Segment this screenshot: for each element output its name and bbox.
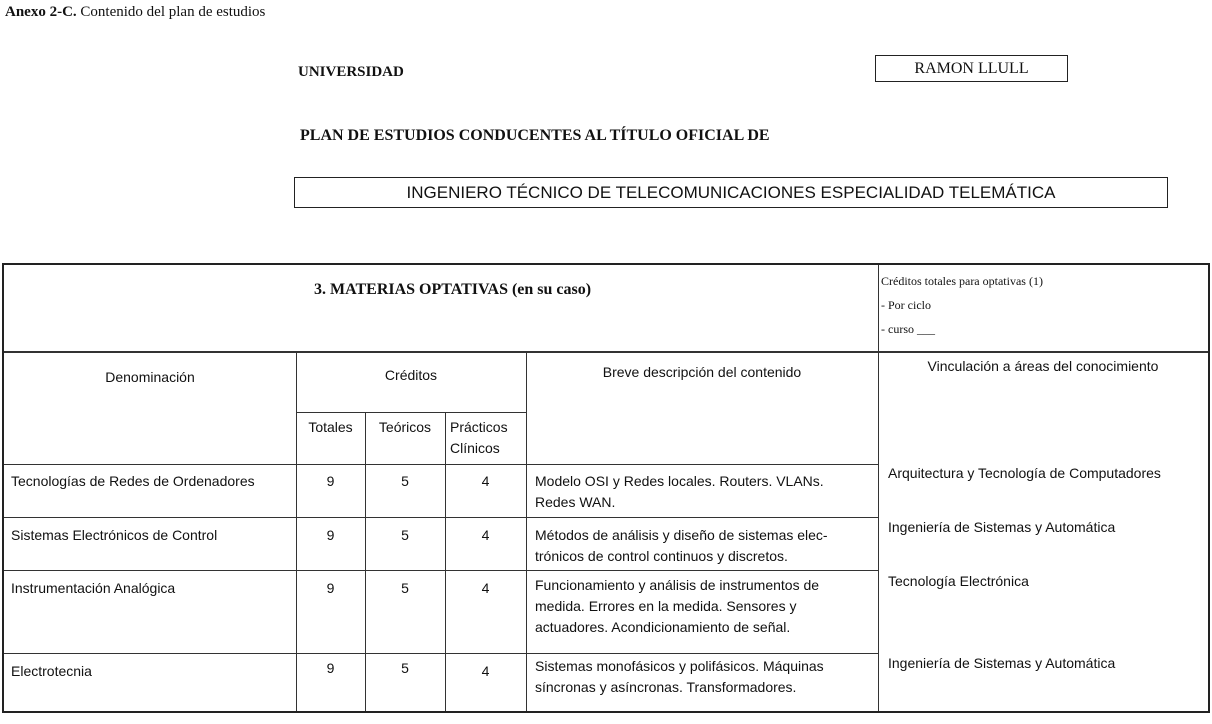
section-title: 3. MATERIAS OPTATIVAS (en su caso) [314,281,592,298]
row-3-desc-line1: Funcionamiento y análisis de instrumentos de [535,577,820,593]
row-divider-1 [4,464,878,465]
row-1-area: Arquitectura y Tecnología de Computadores [888,465,1161,481]
plan-label: PLAN DE ESTUDIOS CONDUCENTES AL TÍTULO OFICIAL DE [300,127,770,144]
row-4-totales: 9 [326,660,335,676]
university-name-box [875,55,1068,82]
row-4-practicos: 4 [481,663,490,679]
row-4-description [535,656,824,698]
row-3-description [535,575,819,638]
row-3-totales: 9 [326,580,335,596]
header-practicos [450,417,508,459]
row-2-name: Sistemas Electrónicos de Control [11,527,218,543]
row-3-area: Tecnología Electrónica [888,573,1029,589]
row-4-teoricos: 5 [401,660,409,676]
row-4-area: Ingeniería de Sistemas y Automática [888,655,1116,671]
row-1-name: Tecnologías de Redes de Ordenadores [11,473,255,489]
row-1-practicos: 4 [481,473,490,489]
optional-subjects-table [2,263,1210,713]
header-practicos-line1: Prácticos [450,419,508,435]
row-3-name: Instrumentación Analógica [11,580,176,596]
row-3-desc-line3: actuadores. Acondicionamiento de señal. [535,619,791,635]
row-4-name: Electrotecnia [11,663,92,679]
row-2-description [535,525,828,567]
row-divider-2 [4,517,878,518]
row-1-teoricos: 5 [401,473,409,489]
row-divider-4 [4,653,878,654]
row-3-desc-line2: medida. Errores en la medida. Sensores y [535,598,797,614]
row-2-desc-line2: trónicos de control continuos y discretos. [535,548,788,564]
column-divider-areas [878,265,879,711]
row-1-desc-line1: Modelo OSI y Redes locales. Routers. VLANs. [535,473,824,489]
header-practicos-line2: Clínicos [450,440,500,456]
credits-info-course: - curso ___ [881,322,935,336]
credits-info-total: Créditos totales para optativas (1) [881,274,1043,288]
column-divider-credits [526,351,527,711]
annex-number: Anexo 2-C. [5,4,77,20]
header-creditos: Créditos [384,367,438,383]
header-totales: Totales [308,419,353,435]
row-1-description [535,471,824,513]
credits-info [881,269,1043,341]
university-name: RAMON LLULL [914,59,1029,77]
row-2-desc-line1: Métodos de análisis y diseño de sistemas elec- [535,527,828,543]
row-4-desc-line2: síncronas y asíncronas. Transformadores. [535,679,797,695]
row-1-desc-line2: Redes WAN. [535,494,616,510]
annex-heading [5,4,265,21]
row-2-practicos: 4 [481,527,490,543]
row-4-desc-line1: Sistemas monofásicos y polifásicos. Máquinas [535,658,824,674]
row-divider-3 [4,570,878,571]
row-3-teoricos: 5 [401,580,409,596]
row-2-totales: 9 [326,527,335,543]
row-3-practicos: 4 [481,580,490,596]
header-descripcion: Breve descripción del contenido [602,364,802,380]
header-denominacion: Denominación [105,369,195,385]
annex-subtitle: Contenido del plan de estudios [76,4,266,20]
header-vinculacion: Vinculación a áreas del conocimiento [927,358,1159,374]
credits-info-cycle: - Por ciclo [881,298,931,312]
row-2-teoricos: 5 [401,527,409,543]
degree-title: INGENIERO TÉCNICO DE TELECOMUNICACIONES ESPECIALIDAD TELEMÁTICA [406,182,1056,202]
university-label: UNIVERSIDAD [298,64,404,80]
degree-title-box [294,177,1168,208]
credits-subheader-divider [296,412,526,413]
header-divider [4,351,1208,353]
row-1-totales: 9 [326,473,335,489]
header-teoricos: Teóricos [378,419,432,435]
row-2-area: Ingeniería de Sistemas y Automática [888,519,1116,535]
